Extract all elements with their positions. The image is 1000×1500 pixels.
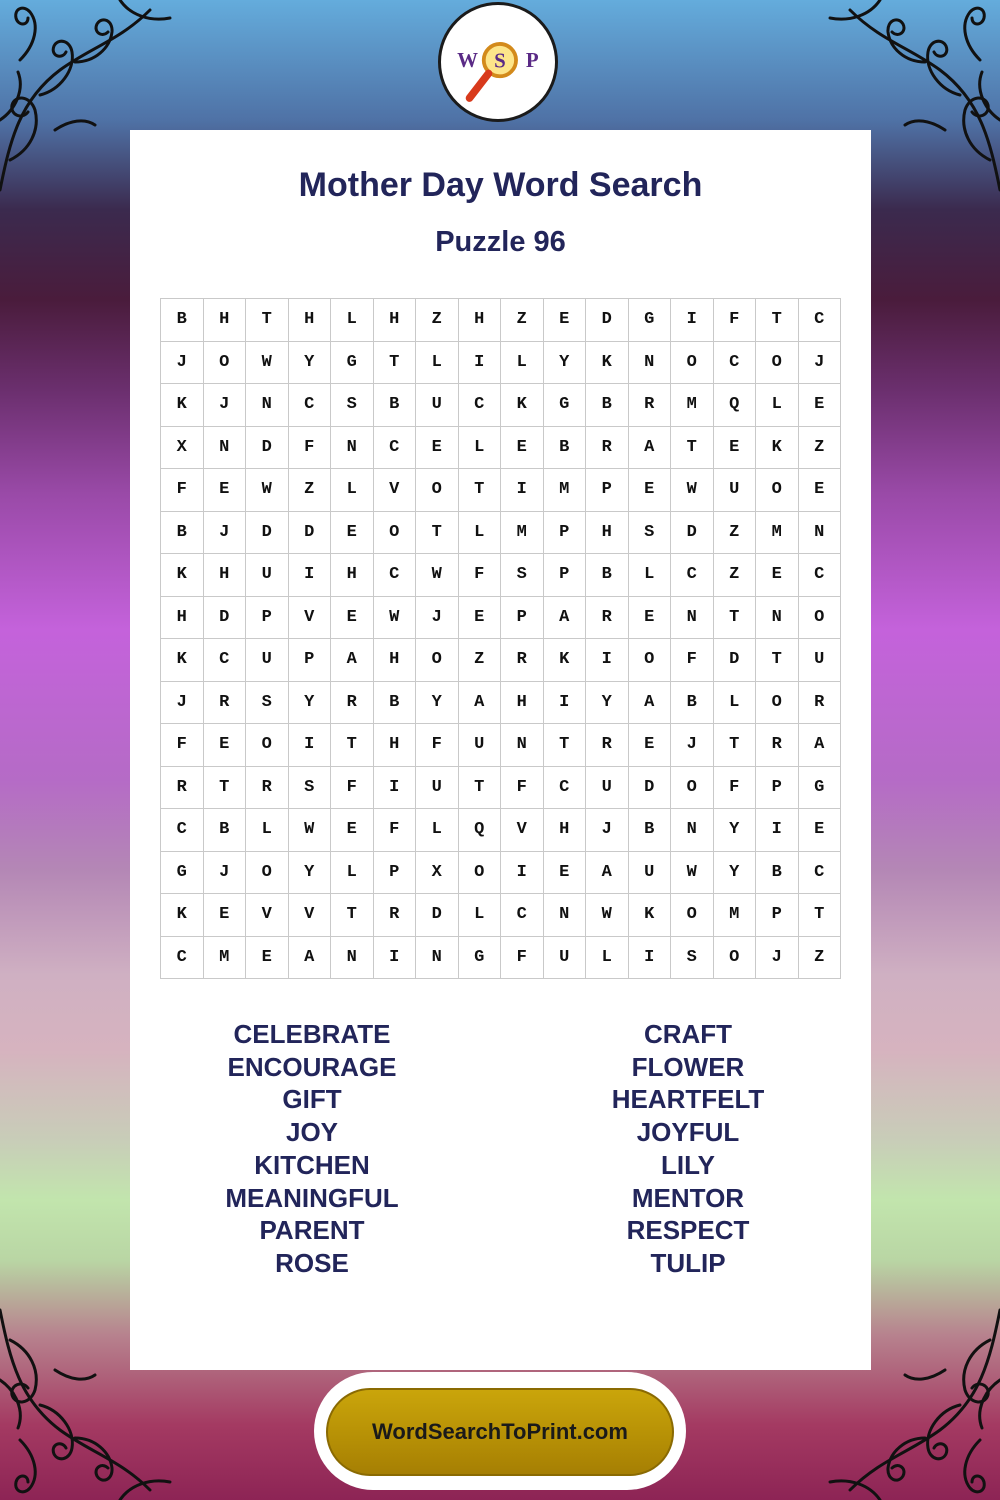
grid-cell: H	[161, 597, 204, 640]
grid-cell: K	[161, 894, 204, 937]
grid-cell: Z	[501, 299, 544, 342]
grid-cell: H	[289, 299, 332, 342]
grid-cell: O	[204, 342, 247, 385]
grid-cell: Y	[714, 809, 757, 852]
grid-cell: W	[586, 894, 629, 937]
grid-cell: O	[246, 724, 289, 767]
grid-cell: N	[501, 724, 544, 767]
grid-cell: L	[629, 554, 672, 597]
grid-cell: U	[246, 554, 289, 597]
grid-cell: C	[204, 639, 247, 682]
grid-cell: T	[204, 767, 247, 810]
grid-cell: C	[671, 554, 714, 597]
grid-cell: W	[416, 554, 459, 597]
footer-site-label: WordSearchToPrint.com	[372, 1419, 628, 1444]
grid-cell: C	[374, 554, 417, 597]
grid-cell: E	[544, 299, 587, 342]
grid-cell: I	[586, 639, 629, 682]
grid-cell: P	[501, 597, 544, 640]
grid-cell: L	[501, 342, 544, 385]
grid-cell: A	[629, 427, 672, 470]
grid-cell: Z	[459, 639, 502, 682]
grid-cell: J	[416, 597, 459, 640]
grid-cell: T	[246, 299, 289, 342]
grid-cell: O	[629, 639, 672, 682]
grid-cell: T	[459, 469, 502, 512]
grid-cell: Z	[714, 512, 757, 555]
grid-cell: K	[161, 554, 204, 597]
grid-cell: R	[374, 894, 417, 937]
grid-cell: C	[544, 767, 587, 810]
grid-cell: R	[331, 682, 374, 725]
grid-cell: E	[501, 427, 544, 470]
grid-cell: S	[501, 554, 544, 597]
grid-cell: W	[374, 597, 417, 640]
grid-cell: X	[161, 427, 204, 470]
grid-cell: E	[756, 554, 799, 597]
grid-cell: J	[161, 682, 204, 725]
grid-cell: K	[756, 427, 799, 470]
grid-cell: E	[799, 469, 842, 512]
grid-cell: L	[331, 852, 374, 895]
grid-cell: M	[204, 937, 247, 980]
grid-cell: F	[289, 427, 332, 470]
grid-cell: R	[756, 724, 799, 767]
grid-cell: E	[799, 384, 842, 427]
grid-cell: L	[416, 809, 459, 852]
grid-cell: F	[501, 767, 544, 810]
grid-cell: J	[204, 384, 247, 427]
grid-cell: W	[671, 469, 714, 512]
grid-cell: U	[714, 469, 757, 512]
grid-cell: O	[671, 342, 714, 385]
grid-cell: Y	[544, 342, 587, 385]
grid-cell: B	[671, 682, 714, 725]
grid-cell: I	[544, 682, 587, 725]
grid-cell: K	[586, 342, 629, 385]
puzzle-sheet	[130, 130, 871, 1370]
puzzle-number: Puzzle 96	[435, 226, 566, 258]
grid-cell: G	[459, 937, 502, 980]
grid-cell: Z	[714, 554, 757, 597]
grid-cell: S	[629, 512, 672, 555]
grid-cell: M	[501, 512, 544, 555]
grid-cell: I	[671, 299, 714, 342]
grid-cell: B	[374, 384, 417, 427]
grid-cell: C	[289, 384, 332, 427]
grid-cell: R	[629, 384, 672, 427]
grid-cell: P	[246, 597, 289, 640]
grid-cell: U	[586, 767, 629, 810]
word-list-item: JOY	[285, 1117, 339, 1148]
grid-cell: H	[204, 554, 247, 597]
grid-cell: O	[756, 342, 799, 385]
grid-cell: G	[331, 342, 374, 385]
grid-cell: O	[756, 469, 799, 512]
grid-cell: B	[204, 809, 247, 852]
word-list-item: TULIP	[650, 1247, 726, 1278]
word-list-left	[162, 1018, 462, 1280]
grid-cell: I	[459, 342, 502, 385]
grid-cell: P	[586, 469, 629, 512]
grid-cell: T	[331, 724, 374, 767]
word-list-item: JOYFUL	[636, 1117, 740, 1148]
grid-cell: A	[289, 937, 332, 980]
grid-cell: O	[416, 469, 459, 512]
grid-cell: T	[756, 299, 799, 342]
grid-cell: E	[629, 724, 672, 767]
grid-cell: N	[671, 597, 714, 640]
grid-cell: K	[629, 894, 672, 937]
grid-cell: E	[416, 427, 459, 470]
grid-cell: F	[416, 724, 459, 767]
grid-cell: V	[374, 469, 417, 512]
grid-cell: A	[544, 597, 587, 640]
grid-cell: M	[714, 894, 757, 937]
page-title: Mother Day Word Search	[298, 166, 703, 204]
word-list-item: KITCHEN	[254, 1149, 370, 1180]
grid-cell: S	[246, 682, 289, 725]
grid-cell: I	[756, 809, 799, 852]
grid-cell: T	[714, 597, 757, 640]
grid-cell: D	[629, 767, 672, 810]
grid-cell: L	[331, 299, 374, 342]
grid-cell: Y	[714, 852, 757, 895]
grid-cell: I	[374, 767, 417, 810]
grid-cell: J	[161, 342, 204, 385]
grid-cell: V	[246, 894, 289, 937]
grid-cell: O	[714, 937, 757, 980]
grid-cell: W	[289, 809, 332, 852]
grid-cell: L	[756, 384, 799, 427]
grid-cell: O	[756, 682, 799, 725]
grid-cell: I	[289, 554, 332, 597]
grid-cell: W	[671, 852, 714, 895]
grid-cell: N	[331, 937, 374, 980]
grid-cell: T	[331, 894, 374, 937]
grid-cell: N	[204, 427, 247, 470]
grid-cell: A	[629, 682, 672, 725]
word-list-item: MEANINGFUL	[225, 1182, 399, 1213]
word-list-item: FLOWER	[631, 1051, 745, 1082]
grid-cell: S	[289, 767, 332, 810]
grid-cell: Q	[714, 384, 757, 427]
grid-cell: C	[714, 342, 757, 385]
grid-cell: E	[331, 512, 374, 555]
grid-cell: V	[289, 597, 332, 640]
grid-cell: V	[501, 809, 544, 852]
grid-cell: W	[246, 342, 289, 385]
grid-cell: Q	[459, 809, 502, 852]
grid-cell: O	[459, 852, 502, 895]
grid-cell: R	[799, 682, 842, 725]
letter-grid	[160, 298, 841, 979]
grid-cell: N	[799, 512, 842, 555]
grid-cell: R	[586, 597, 629, 640]
word-list-item: HEARTFELT	[611, 1084, 765, 1115]
grid-cell: E	[331, 809, 374, 852]
grid-cell: L	[459, 894, 502, 937]
grid-cell: O	[799, 597, 842, 640]
grid-cell: J	[799, 342, 842, 385]
grid-cell: B	[544, 427, 587, 470]
grid-cell: E	[331, 597, 374, 640]
grid-cell: F	[161, 724, 204, 767]
grid-cell: B	[586, 554, 629, 597]
grid-cell: B	[586, 384, 629, 427]
site-logo[interactable]	[438, 2, 558, 122]
grid-cell: Z	[416, 299, 459, 342]
grid-cell: O	[671, 767, 714, 810]
grid-cell: G	[629, 299, 672, 342]
grid-cell: T	[714, 724, 757, 767]
grid-cell: L	[459, 512, 502, 555]
grid-cell: R	[161, 767, 204, 810]
grid-cell: T	[459, 767, 502, 810]
grid-cell: H	[544, 809, 587, 852]
grid-cell: O	[671, 894, 714, 937]
grid-cell: F	[714, 767, 757, 810]
grid-cell: M	[544, 469, 587, 512]
grid-cell: H	[374, 299, 417, 342]
grid-cell: H	[374, 639, 417, 682]
grid-cell: V	[289, 894, 332, 937]
grid-cell: N	[331, 427, 374, 470]
grid-cell: P	[544, 554, 587, 597]
grid-cell: A	[331, 639, 374, 682]
grid-cell: L	[416, 342, 459, 385]
grid-cell: U	[544, 937, 587, 980]
grid-cell: M	[756, 512, 799, 555]
grid-cell: L	[246, 809, 289, 852]
word-list-item: PARENT	[259, 1215, 365, 1246]
grid-cell: N	[756, 597, 799, 640]
grid-cell: G	[161, 852, 204, 895]
grid-cell: E	[714, 427, 757, 470]
grid-cell: F	[714, 299, 757, 342]
grid-cell: O	[374, 512, 417, 555]
grid-cell: T	[756, 639, 799, 682]
grid-cell: H	[586, 512, 629, 555]
word-list-item: RESPECT	[626, 1215, 750, 1246]
grid-cell: E	[629, 469, 672, 512]
grid-cell: B	[161, 512, 204, 555]
logo-letter-w: W	[457, 47, 479, 72]
grid-cell: A	[459, 682, 502, 725]
grid-cell: H	[331, 554, 374, 597]
grid-cell: U	[416, 767, 459, 810]
grid-cell: T	[799, 894, 842, 937]
grid-cell: J	[671, 724, 714, 767]
grid-cell: K	[161, 384, 204, 427]
grid-cell: C	[799, 852, 842, 895]
word-list-right	[538, 1018, 838, 1280]
grid-cell: T	[416, 512, 459, 555]
grid-cell: H	[204, 299, 247, 342]
grid-cell: J	[204, 852, 247, 895]
grid-cell: D	[289, 512, 332, 555]
grid-cell: C	[161, 809, 204, 852]
grid-cell: L	[331, 469, 374, 512]
grid-cell: J	[756, 937, 799, 980]
grid-cell: J	[586, 809, 629, 852]
grid-cell: U	[799, 639, 842, 682]
grid-cell: A	[586, 852, 629, 895]
grid-cell: I	[374, 937, 417, 980]
grid-cell: H	[374, 724, 417, 767]
grid-cell: O	[416, 639, 459, 682]
grid-cell: B	[756, 852, 799, 895]
grid-cell: G	[544, 384, 587, 427]
grid-cell: P	[374, 852, 417, 895]
grid-cell: U	[246, 639, 289, 682]
logo-letter-p: P	[525, 47, 539, 72]
grid-cell: C	[799, 299, 842, 342]
grid-cell: Y	[289, 682, 332, 725]
grid-cell: P	[544, 512, 587, 555]
magnifier-icon	[470, 73, 489, 98]
grid-cell: C	[374, 427, 417, 470]
logo-letter-s: S	[494, 48, 506, 73]
grid-cell: D	[204, 597, 247, 640]
grid-cell: A	[799, 724, 842, 767]
grid-cell: E	[204, 894, 247, 937]
grid-cell: J	[204, 512, 247, 555]
grid-cell: Y	[289, 852, 332, 895]
grid-cell: N	[671, 809, 714, 852]
grid-cell: E	[799, 809, 842, 852]
grid-cell: I	[501, 469, 544, 512]
word-list-item: ROSE	[275, 1247, 349, 1278]
grid-cell: L	[459, 427, 502, 470]
grid-cell: E	[629, 597, 672, 640]
grid-cell: F	[161, 469, 204, 512]
grid-cell: I	[289, 724, 332, 767]
grid-cell: P	[756, 767, 799, 810]
grid-cell: Z	[799, 937, 842, 980]
word-list-item: CRAFT	[643, 1019, 733, 1049]
grid-cell: S	[331, 384, 374, 427]
grid-cell: I	[501, 852, 544, 895]
grid-cell: C	[501, 894, 544, 937]
grid-cell: R	[246, 767, 289, 810]
grid-cell: S	[671, 937, 714, 980]
grid-cell: E	[459, 597, 502, 640]
grid-cell: E	[204, 469, 247, 512]
word-list-item: MENTOR	[631, 1182, 745, 1213]
grid-cell: F	[331, 767, 374, 810]
grid-cell: I	[629, 937, 672, 980]
grid-cell: G	[799, 767, 842, 810]
grid-cell: Y	[586, 682, 629, 725]
grid-cell: U	[416, 384, 459, 427]
grid-cell: R	[586, 724, 629, 767]
grid-cell: D	[416, 894, 459, 937]
word-list-item: GIFT	[282, 1084, 342, 1115]
grid-cell: B	[161, 299, 204, 342]
grid-cell: M	[671, 384, 714, 427]
grid-cell: U	[459, 724, 502, 767]
grid-cell: C	[799, 554, 842, 597]
grid-cell: B	[374, 682, 417, 725]
grid-cell: N	[544, 894, 587, 937]
grid-cell: T	[374, 342, 417, 385]
grid-cell: N	[629, 342, 672, 385]
grid-cell: Y	[416, 682, 459, 725]
grid-cell: Z	[289, 469, 332, 512]
grid-cell: R	[501, 639, 544, 682]
grid-cell: F	[501, 937, 544, 980]
grid-cell: L	[586, 937, 629, 980]
grid-cell: K	[544, 639, 587, 682]
grid-cell: D	[246, 427, 289, 470]
grid-cell: H	[459, 299, 502, 342]
grid-cell: X	[416, 852, 459, 895]
grid-cell: D	[714, 639, 757, 682]
grid-cell: F	[671, 639, 714, 682]
grid-cell: K	[501, 384, 544, 427]
grid-cell: P	[289, 639, 332, 682]
grid-cell: R	[586, 427, 629, 470]
grid-cell: T	[671, 427, 714, 470]
grid-cell: F	[374, 809, 417, 852]
grid-cell: C	[459, 384, 502, 427]
grid-cell: D	[671, 512, 714, 555]
grid-cell: U	[629, 852, 672, 895]
grid-cell: F	[459, 554, 502, 597]
grid-cell: R	[204, 682, 247, 725]
word-list-item: LILY	[661, 1149, 715, 1180]
grid-cell: Y	[289, 342, 332, 385]
grid-cell: W	[246, 469, 289, 512]
grid-cell: H	[501, 682, 544, 725]
word-list-item: CELEBRATE	[233, 1019, 391, 1049]
grid-cell: N	[416, 937, 459, 980]
footer-site-link[interactable]	[326, 1388, 674, 1476]
grid-cell: K	[161, 639, 204, 682]
grid-cell: B	[629, 809, 672, 852]
word-list-item: ENCOURAGE	[227, 1051, 397, 1082]
grid-cell: O	[246, 852, 289, 895]
grid-cell: C	[161, 937, 204, 980]
grid-cell: E	[544, 852, 587, 895]
grid-cell: E	[204, 724, 247, 767]
grid-cell: L	[714, 682, 757, 725]
grid-cell: Z	[799, 427, 842, 470]
grid-cell: D	[246, 512, 289, 555]
grid-cell: D	[586, 299, 629, 342]
grid-cell: P	[756, 894, 799, 937]
grid-cell: T	[544, 724, 587, 767]
grid-cell: E	[246, 937, 289, 980]
grid-cell: N	[246, 384, 289, 427]
